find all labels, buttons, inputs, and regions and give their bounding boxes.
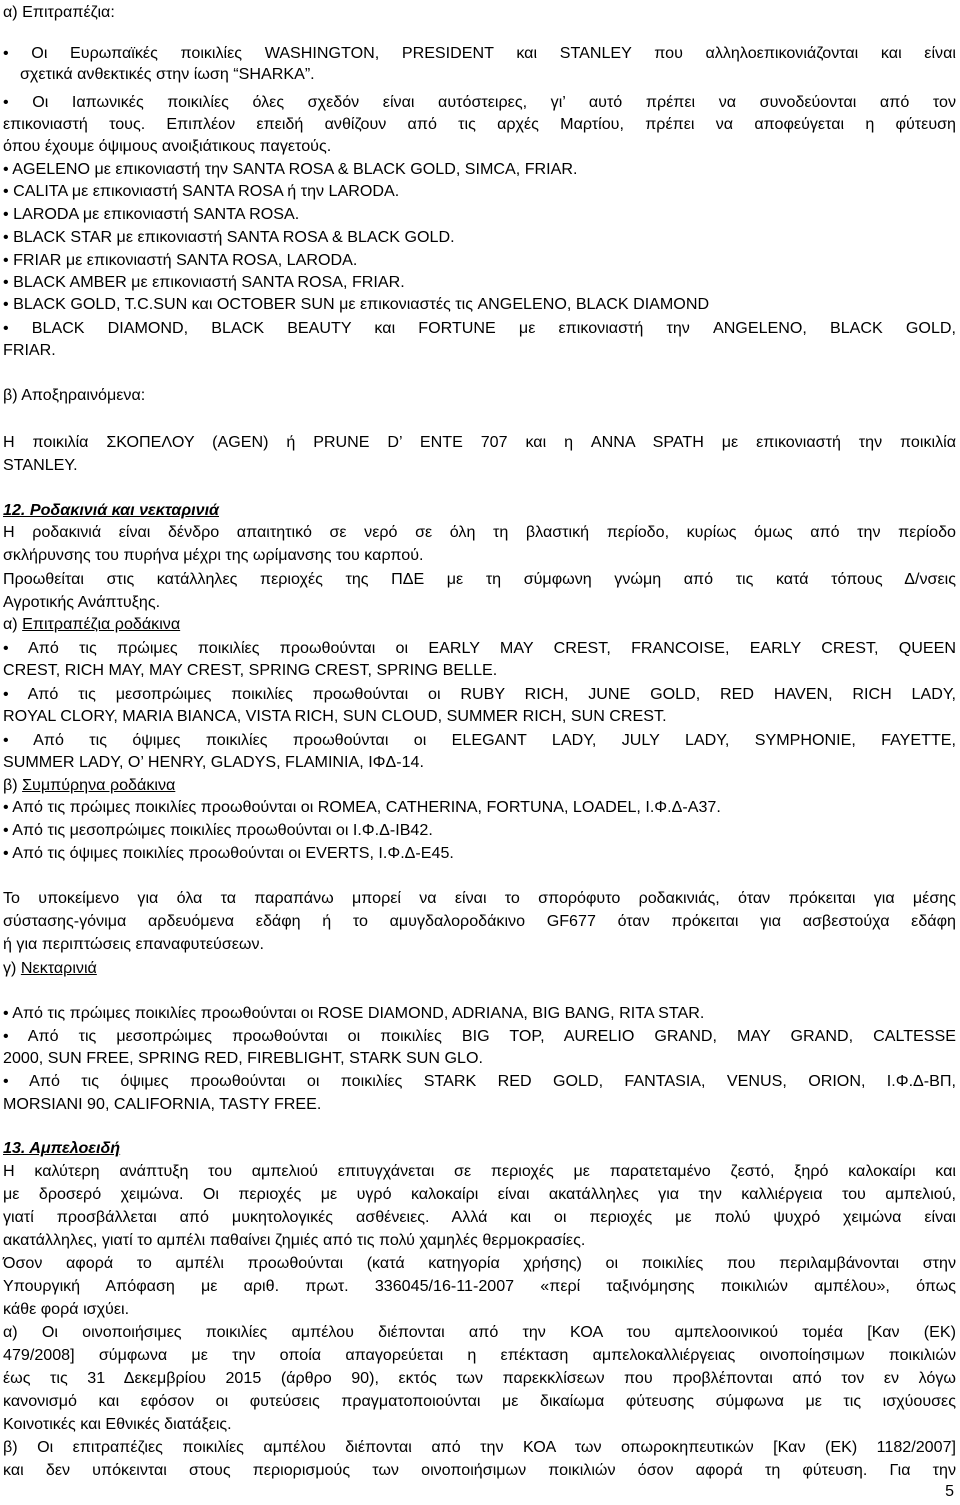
text-line: Προωθείται στις κατάλληλες περιοχές της ΠΔΕ με τη σύμφωνη γνώμη από τις κατά τόπους Δ/νσεις: [3, 570, 956, 588]
text-line: ακατάλληλες, γιατί το αμπέλι παθαίνει ζημιές από τις πολύ χαμηλές θερμοκρασίες.: [3, 1231, 586, 1249]
section-title-vine: 13. Αμπελοειδή: [3, 1139, 121, 1157]
list-item: • Από τις όψιμες ποικιλίες προωθούνται οι ELEGANT LADY, JULY LADY, SYMPHONIE, FAYETTE,: [3, 731, 956, 749]
page-number: 5: [945, 1483, 954, 1500]
text-line: Όσον αφορά το αμπέλι προωθούνται (κατά κατηγορία χρήσης) οι ποικιλίες που περιλαμβάνονται στην: [3, 1254, 956, 1272]
subheading-label: α): [3, 615, 23, 633]
text-line: όπου έχουμε όψιμους ανοιξιάτικους παγετούς.: [3, 137, 332, 155]
text-line: Αγροτικής Ανάπτυξης.: [3, 593, 161, 611]
subheading-nectarine: Νεκταρινιά: [20, 959, 97, 977]
text-line: επικονιαστή τους. Επιπλέον επειδή ανθίζουν από τις αρχές Μαρτίου, πρέπει να αποφεύγεται η φύτευση: [3, 115, 956, 133]
list-item: • BLACK DIAMOND, BLACK BEAUTY και FORTUNE με επικονιαστή την ANGELENO, BLACK GOLD,: [3, 319, 956, 337]
text-line: ή για περιπτώσεις επαναφυτεύσεων.: [3, 935, 265, 953]
subheading-clingstone-peaches: Συμπύρηνα ροδάκινα: [22, 776, 176, 794]
text-line: • Οι Ευρωπαϊκές ποικιλίες WASHINGTON, PRESIDENT και STANLEY που αλληλοεπικονιάζονται και είναι: [3, 44, 956, 62]
list-item: • Από τις πρώιμες ποικιλίες προωθούνται οι ROSE DIAMOND, ADRIANA, BIG BANG, RITA STAR.: [3, 1004, 705, 1022]
text-line: σκλήρυνσης του πυρήνα μέχρι της ωρίμανσης του καρπού.: [3, 546, 424, 564]
text-line: SUMMER LADY, O’ HENRY, GLADYS, FLAMINIA, ΙΦΔ-14.: [3, 753, 424, 771]
text-line: σύστασης-γόνιμα αρδευόμενα εδάφη ή το αμυγδαλοροδάκινο GF677 όταν πρόκειται για ασβεστούχα εδάφη: [3, 912, 956, 930]
list-item: • AGELENO με επικονιαστή την SANTA ROSA & BLACK GOLD, SIMCA, FRIAR.: [3, 160, 578, 178]
list-item: • Από τις όψιμες προωθούνται οι ποικιλίες STARK RED GOLD, FANTASIA, VENUS, ORION, Ι.Φ.Δ-ΒΠ,: [3, 1072, 956, 1090]
text-line: κανονισμό και εφόσον οι φυτεύσεις πραγματοποιούνται με δικαίωμα φύτευσης σύμφωνα με τις ισχύουσες: [3, 1392, 956, 1410]
text-line: έως τις 31 Δεκεμβρίου 2015 (άρθρο 90), εκτός των παρεκκλίσεων που προβλέπονται από τον εν λόγω: [3, 1369, 956, 1387]
text-line: 479/2008] σύμφωνα με την οποία απαγορεύεται η επέκταση αμπελοκαλλιέργειας οινοποίησιμων ποικιλιών: [3, 1346, 956, 1364]
text-line: Η ποικιλία ΣΚΟΠΕΛΟΥ (AGEN) ή PRUNE D’ ENTE 707 και η ANNA SPATH με επικονιαστή την ποικιλία: [3, 433, 956, 451]
text-line: Η καλύτερη ανάπτυξη του αμπελιού επιτυγχάνεται σε περιοχές με παρατεταμένο ζεστό, ξηρό καλοκαίρι και: [3, 1162, 956, 1180]
text-line: Υπουργική Απόφαση με αριθ. πρωτ. 336045/16-11-2007 «περί ταξινόμησης ποικιλιών αμπέλου», όπως: [3, 1277, 956, 1295]
text-line: γιατί προσβάλλεται από μυκητολογικές ασθένειες. Αλλά και οι περιοχές με πολύ ψυχρό χειμώνα είναι: [3, 1208, 956, 1226]
text-line: α) Οι οινοποιήσιμες ποικιλίες αμπέλου διέπονται από την ΚΟΑ του αμπελοοινικού τομέα [Καν (ΕΚ): [3, 1323, 956, 1341]
list-item: • CALITA με επικονιαστή SANTA ROSA ή την LARODA.: [3, 182, 400, 200]
text-line: κάθε φορά ισχύει.: [3, 1300, 130, 1318]
list-item: • Από τις μεσοπρώιμες προωθούνται οι ποικιλίες BIG TOP, AURELIO GRAND, MAY GRAND, CALTESSE: [3, 1027, 956, 1045]
text-line: ROYAL CLORY, MARIA BIANCA, VISTA RICH, SUN CLOUD, SUMMER RICH, SUN CREST.: [3, 707, 667, 725]
text-line: Η ροδακινιά είναι δένδρο απαιτητικό σε νερό σε όλη τη βλαστική περίοδο, κυρίως όμως από την περίοδο: [3, 523, 956, 541]
text-line: FRIAR.: [3, 341, 56, 359]
subheading-line: [3, 775, 175, 795]
text-line: • Οι Ιαπωνικές ποικιλίες όλες σχεδόν είναι αυτόστειρες, γι’ αυτό πρέπει να συνοδεύονται από τον: [3, 93, 956, 111]
text-line: β) Οι επιτραπέζιες ποικιλίες αμπέλου διέπονται από την ΚΟΑ των οπωροκηπευτικών [Καν (ΕΚ) 1182/2007]: [3, 1438, 956, 1456]
subheading-label: γ): [3, 959, 21, 977]
section-heading-table: α) Επιτραπέζια:: [3, 3, 115, 21]
text-line: Κοινοτικές και Εθνικές διατάξεις.: [3, 1415, 232, 1433]
list-item: • Από τις πρώιμες ποικιλίες προωθούνται οι ROMEA, CATHERINA, FORTUNA, LOADEL, Ι.Φ.Δ-Α37.: [3, 798, 721, 816]
list-item: • Από τις μεσοπρώιμες ποικιλίες προωθούνται οι Ι.Φ.Δ-ΙΒ42.: [3, 821, 433, 839]
text-line: CREST, RICH MAY, MAY CREST, SPRING CREST, SPRING BELLE.: [3, 661, 498, 679]
text-line: σχετικά ανθεκτικές στην ίωση “SHARKA”.: [20, 65, 315, 83]
list-item: • LARODA με επικονιαστή SANTA ROSA.: [3, 205, 300, 223]
list-item: • FRIAR με επικονιαστή SANTA ROSA, LARODA.: [3, 251, 358, 269]
section-title-peach: 12. Ροδακινιά και νεκταρινιά: [3, 501, 220, 519]
list-item: • BLACK GOLD, T.C.SUN και OCTOBER SUN με επικονιαστές τις ANGELENO, BLACK DIAMOND: [3, 295, 710, 313]
text-line: Το υποκείμενο για όλα τα παραπάνω μπορεί να είναι το σπορόφυτο ροδακινιάς, όταν πρόκειται για μέσης: [3, 889, 956, 907]
text-line: 2000, SUN FREE, SPRING RED, FIREBLIGHT, STARK SUN GLO.: [3, 1049, 483, 1067]
subheading-label: β): [3, 776, 23, 794]
text-line: με δροσερό χειμώνα. Οι περιοχές με υγρό καλοκαίρι είναι ακατάλληλες για την καλλιέργεια του αμπελιού,: [3, 1185, 956, 1203]
subheading-table-peaches: Επιτραπέζια ροδάκινα: [22, 615, 181, 633]
text-line: STANLEY.: [3, 456, 78, 474]
list-item: • BLACK STAR με επικονιαστή SANTA ROSA & BLACK GOLD.: [3, 228, 455, 246]
list-item: • BLACK AMBER με επικονιαστή SANTA ROSA, FRIAR.: [3, 273, 405, 291]
section-heading-dried: β) Αποξηραινόμενα:: [3, 386, 146, 404]
list-item: • Από τις όψιμες ποικιλίες προωθούνται οι EVERTS, Ι.Φ.Δ-Ε45.: [3, 844, 454, 862]
text-line: και δεν υπόκεινται στους περιορισμούς των οινοποιήσιμων ποικιλιών όσον αφορά τη φύτευση. Για την: [3, 1461, 956, 1479]
list-item: • Από τις πρώιμες ποικιλίες προωθούνται οι EARLY MAY CREST, FRANCOISE, EARLY CREST, QUEEN: [3, 639, 956, 657]
subheading-line: [3, 614, 180, 634]
subheading-line: [3, 958, 97, 978]
list-item: • Από τις μεσοπρώιμες ποικιλίες προωθούνται οι RUBY RICH, JUNE GOLD, RED HAVEN, RICH LADY,: [3, 685, 956, 703]
text-line: MORSIANI 90, CALIFORNIA, TASTY FREE.: [3, 1095, 322, 1113]
